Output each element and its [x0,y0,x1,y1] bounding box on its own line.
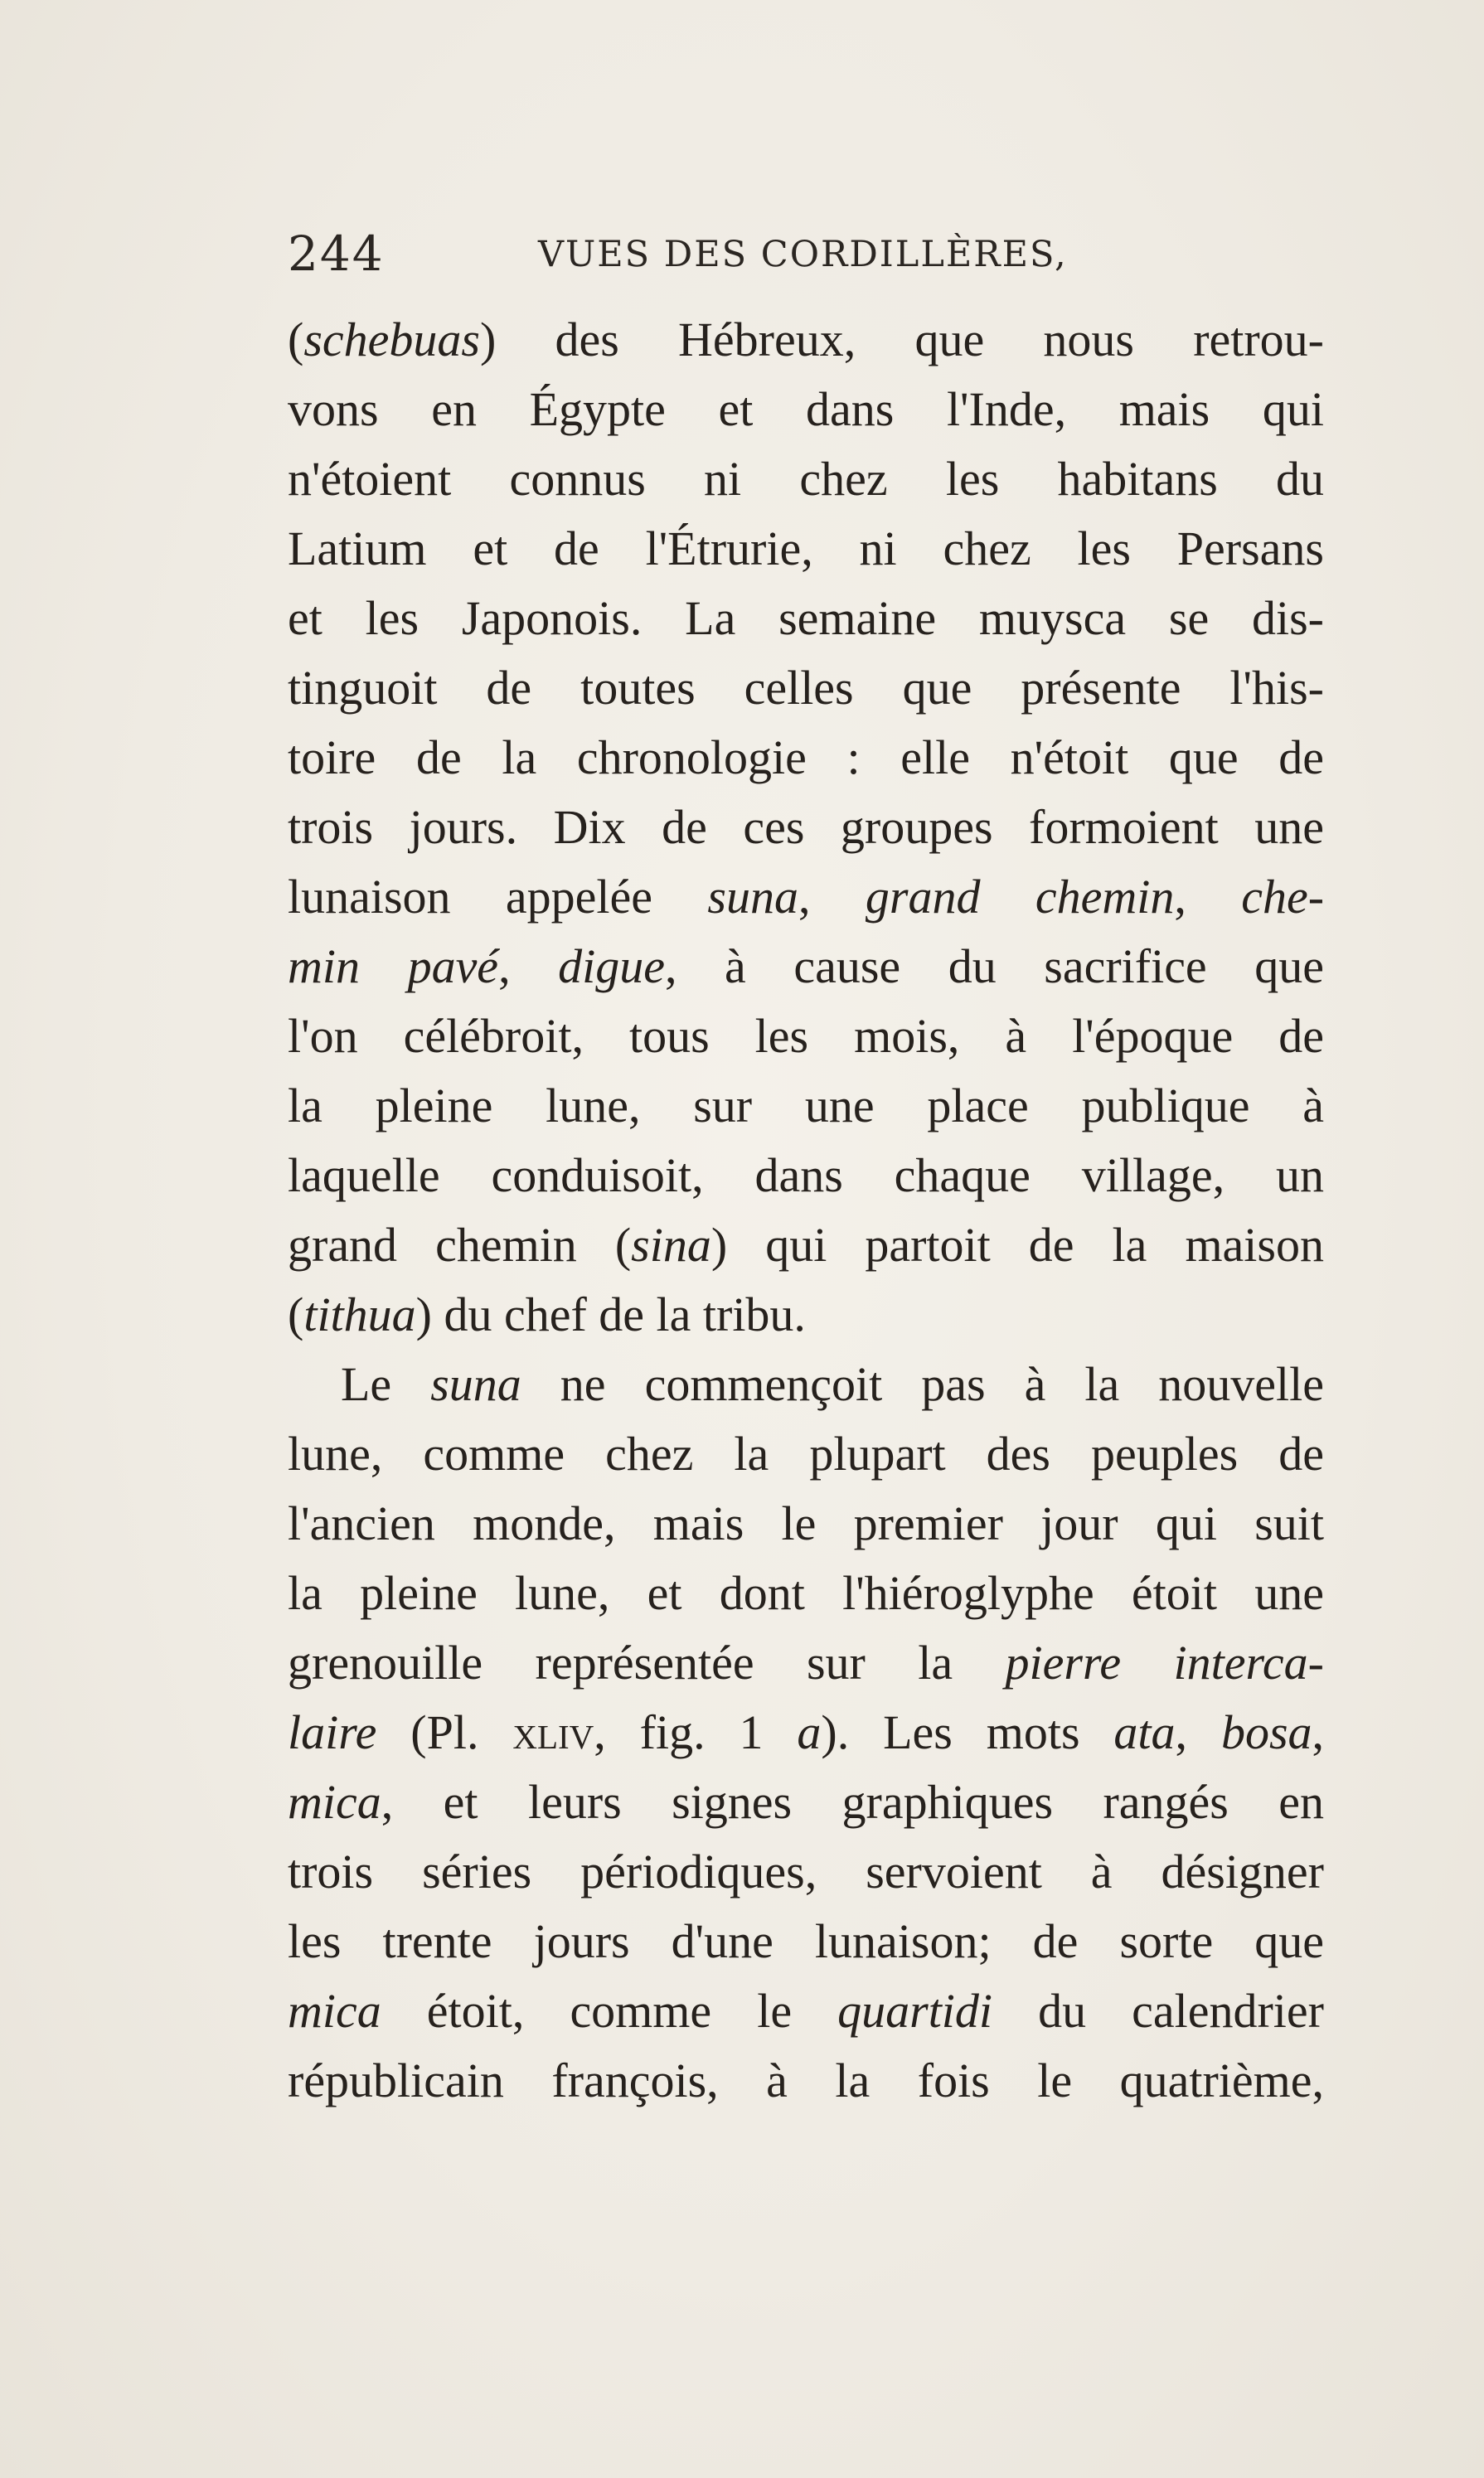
text-line: (tithua) du chef de la tribu. [288,1287,806,1341]
text-line: lune, comme chez la plupart des peuples de [288,1427,1324,1481]
text-line: et les Japonois. La semaine muysca se dis- [288,591,1324,645]
text-line: laire (Pl. xliv, fig. 1 a). Les mots ata, bosa, [288,1705,1325,1759]
text-line: l'ancien monde, mais le premier jour qui suit [288,1496,1324,1550]
text-line: trois séries périodiques, servoient à désigner [288,1845,1324,1899]
text-line: vons en Égypte et dans l'Inde, mais qui [288,382,1324,436]
text-line: républicain françois, à la fois le quatrième, [288,2054,1324,2107]
text-line: Latium et de l'Étrurie, ni chez les Persans [288,521,1324,575]
text-line: toire de la chronologie : elle n'étoit que de [288,730,1324,784]
text-line: l'on célébroit, tous les mois, à l'époque de [288,1009,1324,1063]
page-header [288,225,1324,292]
text-line: grand chemin (sina) qui partoit de la maison [288,1218,1324,1272]
body-text [288,305,1324,2116]
text-line: tinguoit de toutes celles que présente l'his- [288,661,1324,715]
text-line: mica, et leurs signes graphiques rangés en [288,1775,1324,1829]
text-line: (schebuas) des Hébreux, que nous retrou- [288,313,1324,366]
text-line: la pleine lune, sur une place publique à [288,1079,1324,1132]
text-line: les trente jours d'une lunaison; de sorte que [288,1914,1324,1968]
text-line: la pleine lune, et dont l'hiéroglyphe étoit une [288,1566,1324,1620]
running-title: VUES DES CORDILLÈRES, [538,234,1068,275]
text-line: min pavé, digue, à cause du sacrifice que [288,939,1324,993]
text-line: laquelle conduisoit, dans chaque village, un [288,1148,1324,1202]
text-line: lunaison appelée suna, grand chemin, che- [288,870,1325,924]
page-number: 244 [288,225,385,282]
text-line: grenouille représentée sur la pierre interca- [288,1636,1324,1690]
text-line: trois jours. Dix de ces groupes formoient une [288,800,1324,854]
text-line: Le suna ne commençoit pas à la nouvelle [341,1357,1325,1411]
text-line: mica étoit, comme le quartidi du calendrier [288,1984,1324,2038]
text-line: n'étoient connus ni chez les habitans du [288,452,1324,506]
